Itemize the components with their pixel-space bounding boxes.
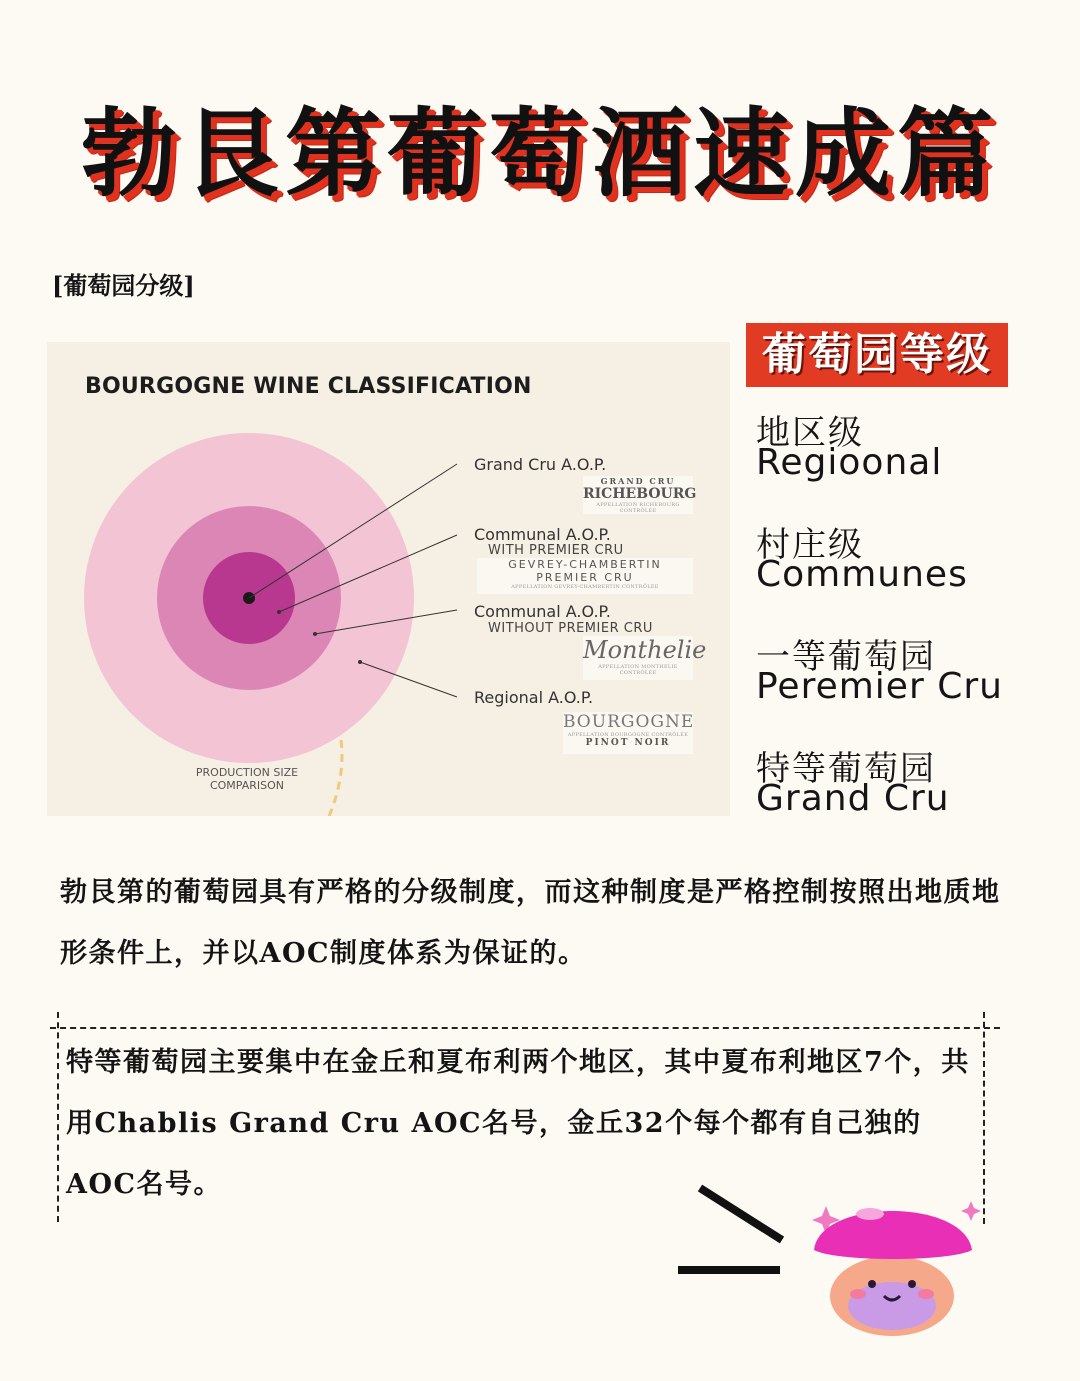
dashed-divider [50,1027,1000,1029]
wine-label-monthelie [583,636,707,680]
monthelie-main: Monthelie [583,636,707,664]
richebourg-fine: APPELLATION RICHEBOURG CONTRÔLÉE [596,502,680,514]
monthelie-fine: APPELLATION MONTHELIE CONTRÔLÉE [598,664,678,676]
level-grand-cru-zh: 特等葡萄园 [756,749,936,789]
bourgogne-main: BOURGOGNE [563,712,695,732]
figure-title: BOURGOGNE WINE CLASSIFICATION [85,374,532,399]
richebourg-top: GRAND CRU [600,476,676,486]
gevrey-sub: PREMIER CRU [536,571,634,584]
wine-label-gevrey [477,558,693,594]
label-communal-without: Communal A.O.P. [474,602,611,621]
mascot-icon [800,1188,985,1338]
page-title: 勃艮第葡萄酒速成篇 [81,98,999,210]
section-label: [葡萄园分级] [52,271,195,300]
production-note-line1: PRODUCTION SIZE [195,766,299,779]
level-regional-zh: 地区级 [756,413,864,453]
intro-paragraph: 勃艮第的葡萄园具有严格的分级制度，而这种制度是严格控制按照出地质地形条件上，并以AOC制度体系为保证的。 [60,877,1001,969]
dashed-border-left [57,1012,59,1222]
label-grand-cru: Grand Cru A.O.P. [474,455,607,474]
gevrey-main: GEVREY-CHAMBERTIN [508,558,662,571]
label-communal-without-sub: WITHOUT PREMIER CRU [488,621,653,636]
bourgogne-fine: APPELLATION BOURGOGNE CONTRÔLÉE [567,732,689,738]
level-communes-zh: 村庄级 [756,525,864,565]
decorative-strokes [670,1180,790,1280]
production-note [177,766,317,792]
bourgogne-sub: PINOT NOIR [585,738,671,748]
label-communal-premier: Communal A.O.P. [474,525,611,544]
level-regional-en: Regioonal [756,442,943,483]
gevrey-fine: APPELLATION GEVREY-CHAMBERTIN CONTRÔLÉE [511,584,659,590]
wine-label-richebourg [583,476,697,514]
richebourg-main: RICHEBOURG [583,486,697,502]
classification-figure [47,342,730,816]
level-grand-cru-en: Grand Cru [756,778,950,819]
level-premier-en: Peremier Cru [756,666,1003,707]
production-note-line2: COMPARISON [209,779,285,792]
label-regional: Regional A.O.P. [474,688,594,707]
wine-label-bourgogne [563,712,693,754]
level-premier-zh: 一等葡萄园 [756,637,936,677]
grand-cru-paragraph: 特等葡萄园主要集中在金丘和夏布利两个地区，其中夏布利地区7个，共用Chablis Grand Cru AOC名号，金丘32个每个都有自己独的AOC名号。 [66,1047,970,1200]
level-communes-en: Communes [756,554,968,595]
vineyard-level-badge: 葡萄园等级 [746,323,1008,387]
label-communal-premier-sub: WITH PREMIER CRU [488,543,624,558]
